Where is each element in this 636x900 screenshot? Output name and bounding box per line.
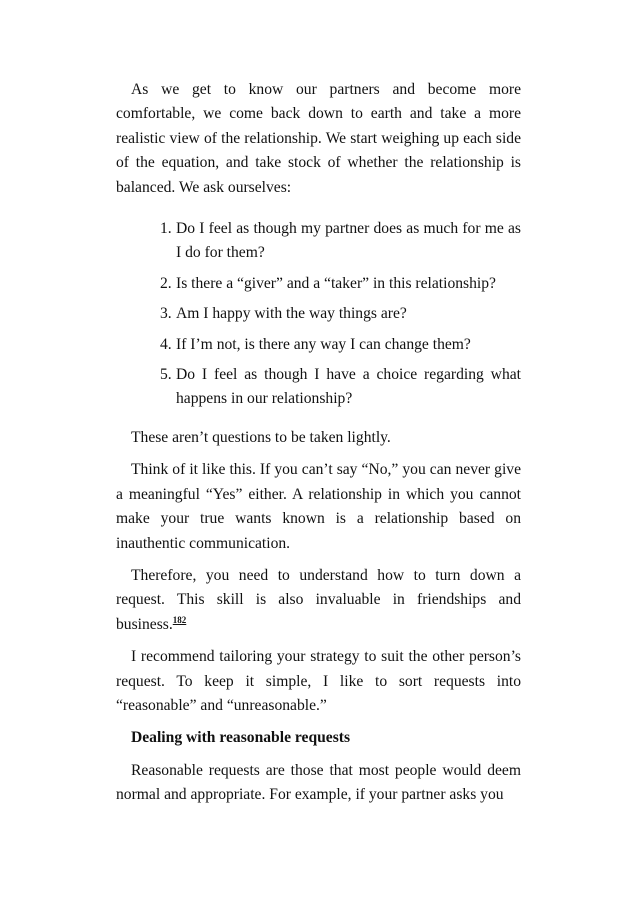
section-heading: Dealing with reasonable requests	[131, 729, 351, 747]
paragraph-questions-note: These aren’t questions to be taken lightly.	[131, 428, 391, 446]
list-item	[116, 302, 521, 326]
list-item-text: Do I feel as though my partner does as much for me as I do for them?	[176, 220, 521, 262]
list-item-text: Am I happy with the way things are?	[176, 305, 407, 323]
list-item-number: 3.	[160, 305, 172, 323]
paragraph-reasonable: Reasonable requests are those that most people would deem normal and appropriate. For example, if your partner asks you	[116, 761, 521, 804]
paragraph-therefore-text: Therefore, you need to understand how to turn down a request. This skill is also invaluable in friendships and business.	[116, 566, 521, 633]
list-item-text: Is there a “giver” and a “taker” in this relationship?	[176, 274, 496, 292]
list-item-number: 4.	[160, 335, 172, 353]
list-item-number: 1.	[160, 220, 172, 238]
list-item-number: 5.	[160, 366, 172, 384]
list-item	[116, 217, 521, 266]
list-item-text: If I’m not, is there any way I can change them?	[176, 335, 471, 353]
paragraph-think: Think of it like this. If you can’t say “No,” you can never give a meaningful “Yes” either. A relationship in which you cannot make your true wants known is a relationship based on inauthentic communication.	[116, 461, 521, 552]
page-body	[116, 78, 521, 816]
list-item-text: Do I feel as though I have a choice regarding what happens in our relationship?	[176, 366, 521, 408]
list-item	[116, 363, 521, 412]
question-list	[116, 217, 521, 412]
list-item	[116, 333, 521, 357]
paragraph-therefore	[116, 564, 521, 637]
paragraph-intro: As we get to know our partners and become more comfortable, we come back down to earth and take a more realistic view of the relationship. We start weighing up each side of the equation, and take stock of whether the relationship is balanced. We ask ourselves:	[116, 81, 521, 196]
footnote-link[interactable]: 182	[172, 614, 187, 625]
paragraph-recommend: I recommend tailoring your strategy to suit the other person’s request. To keep it simple, I like to sort requests into “reasonable” and “unreasonable.”	[116, 648, 521, 714]
list-item	[116, 272, 521, 296]
list-item-number: 2.	[160, 274, 172, 292]
